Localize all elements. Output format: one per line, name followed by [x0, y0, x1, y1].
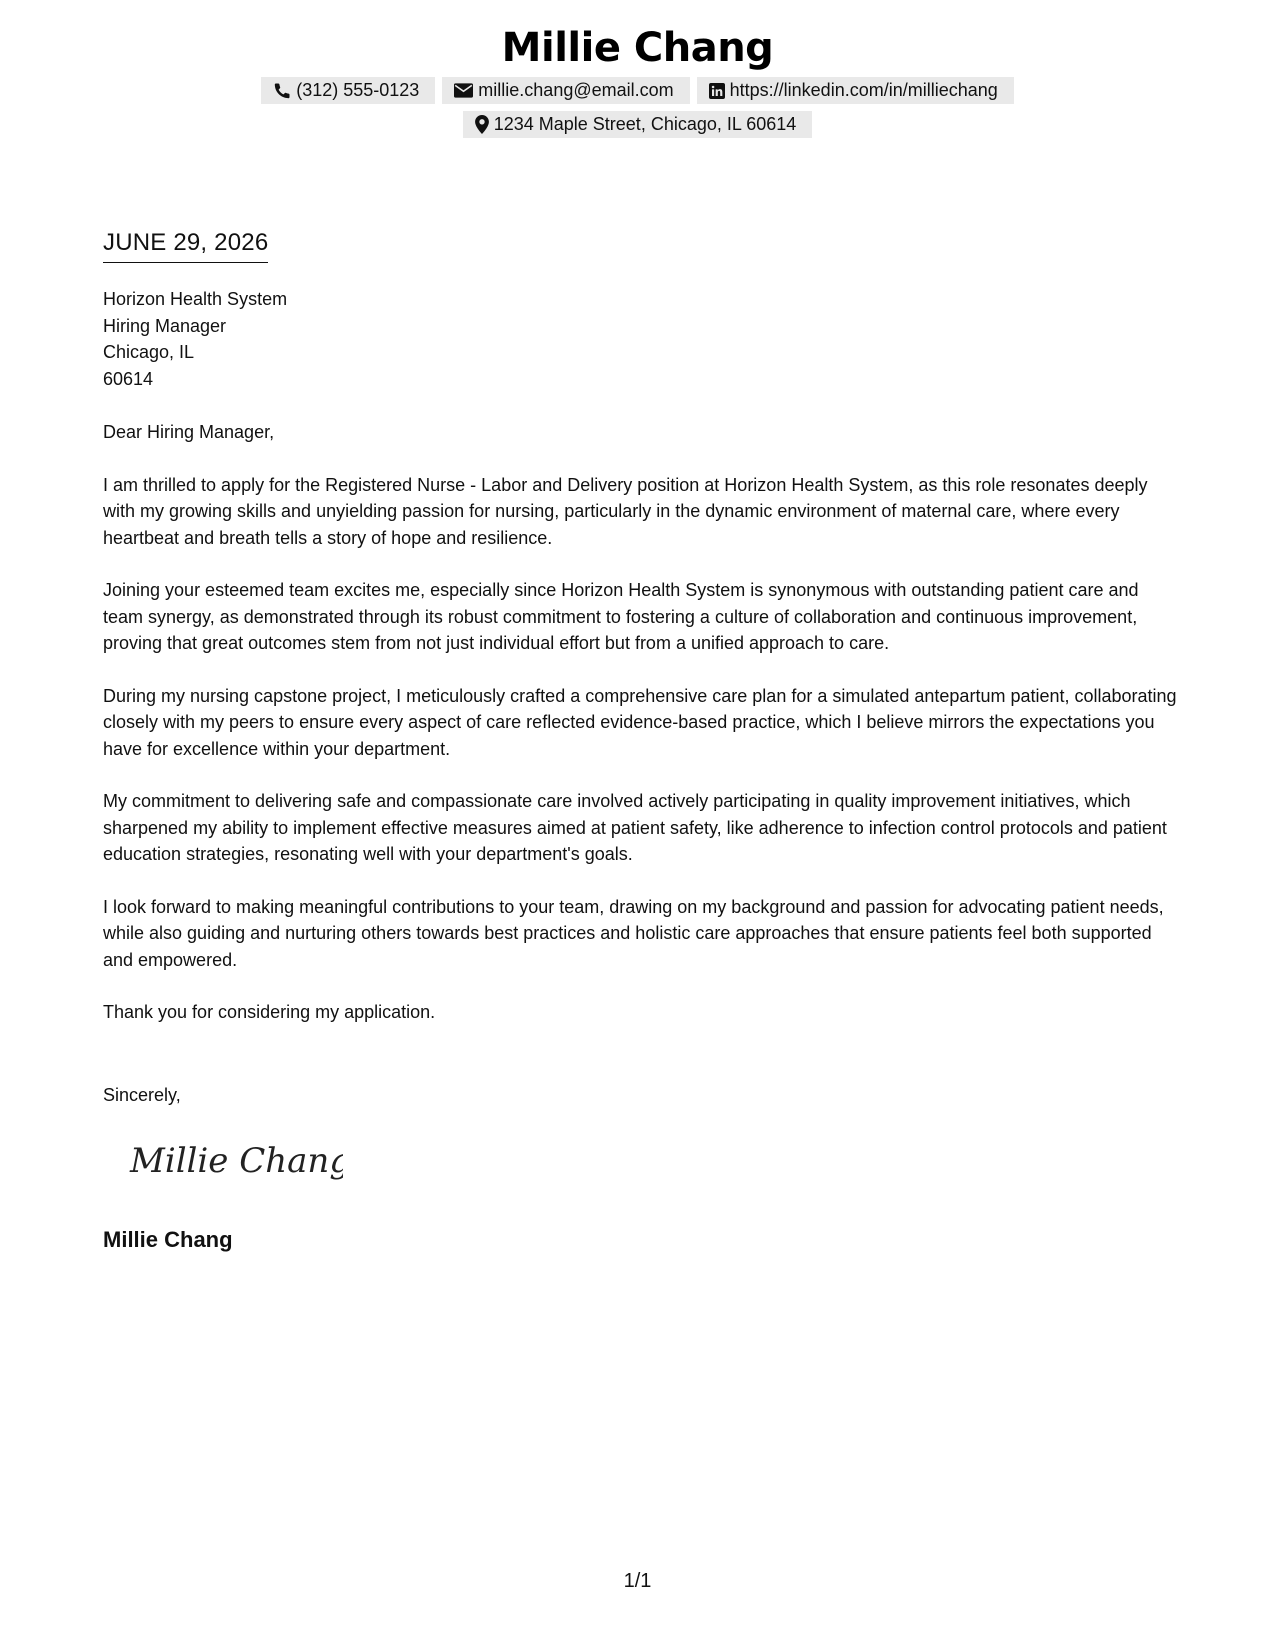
handwritten-signature: [128, 1130, 343, 1195]
linkedin-icon: [709, 83, 725, 99]
body-paragraph: I am thrilled to apply for the Registered Nurse - Labor and Delivery position at Horizon Health System, as this role resonates deeply with my growing skills and unyielding passion for nursing, particularly in the dynamic environment of maternal care, where every heartbeat and breath tells a story of hope and resilience.: [103, 474, 1148, 548]
salutation: Dear Hiring Manager,: [103, 422, 275, 442]
recipient-title: Hiring Manager: [103, 315, 227, 336]
phone-icon: [273, 82, 291, 100]
signature-glyphs: Millie Chang: [130, 1141, 343, 1181]
email-text: millie.chang@email.com: [478, 80, 674, 100]
body-paragraph: My commitment to delivering safe and compassionate care involved actively participating in quality improvement initiatives, which sharpened my ability to implement effective measures aimed at patient safety, like adherence to infection control protocols and patient education strategies, resonating well with your department's goals.: [103, 791, 1167, 864]
thanks-line: Thank you for considering my application.: [103, 1002, 436, 1022]
body-paragraph: During my nursing capstone project, I meticulously crafted a comprehensive care plan for a simulated antepartum patient, collaborating closely with my peers to ensure every aspect of care reflected evidence-based practice, which I believe mirrors the expectations you have for excellence within your department.: [103, 685, 1177, 759]
contact-row: [0, 77, 1275, 104]
phone-text: (312) 555-0123: [296, 80, 420, 100]
body-paragraph: Joining your esteemed team excites me, especially since Horizon Health System is synonymous with outstanding patient care and team synergy, as demonstrated through its robust commitment to fostering a culture of collaboration and continuous improvement, proving that great outcomes stem from not just individual effort but from a unified approach to care.: [103, 580, 1139, 653]
signed-name: Millie Chang: [103, 1227, 233, 1252]
envelope-icon: [454, 83, 473, 98]
closing: Sincerely,: [103, 1085, 181, 1105]
recipient-organization: Horizon Health System: [103, 289, 288, 309]
recipient-city: Chicago, IL: [103, 342, 195, 362]
linkedin-text: https://linkedin.com/in/milliechang: [729, 80, 998, 100]
address-text: 1234 Maple Street, Chicago, IL 60614: [493, 114, 797, 134]
signature-image: [128, 1130, 343, 1190]
body-paragraph: I look forward to making meaningful contributions to your team, drawing on my background and passion for advocating patient needs, while also guiding and nurturing others towards best practices and holistic care approaches that ensure patients feel both supported and empowered.: [103, 896, 1164, 970]
letter-date: JUNE 29, 2026: [103, 228, 268, 263]
page-number: 1/1: [623, 1570, 652, 1592]
map-pin-icon: [475, 115, 489, 134]
letter-header: [0, 22, 1275, 138]
address-chip: [463, 111, 813, 138]
letter-date-block: [103, 228, 268, 263]
recipient-address: [103, 286, 287, 392]
letter-body: [103, 419, 1183, 1052]
phone-chip: [261, 77, 435, 104]
linkedin-chip: [697, 77, 1014, 104]
applicant-name: Millie Chang: [501, 25, 774, 71]
email-chip: [442, 77, 689, 104]
recipient-zip: 60614: [103, 368, 154, 389]
address-row: [0, 111, 1275, 138]
